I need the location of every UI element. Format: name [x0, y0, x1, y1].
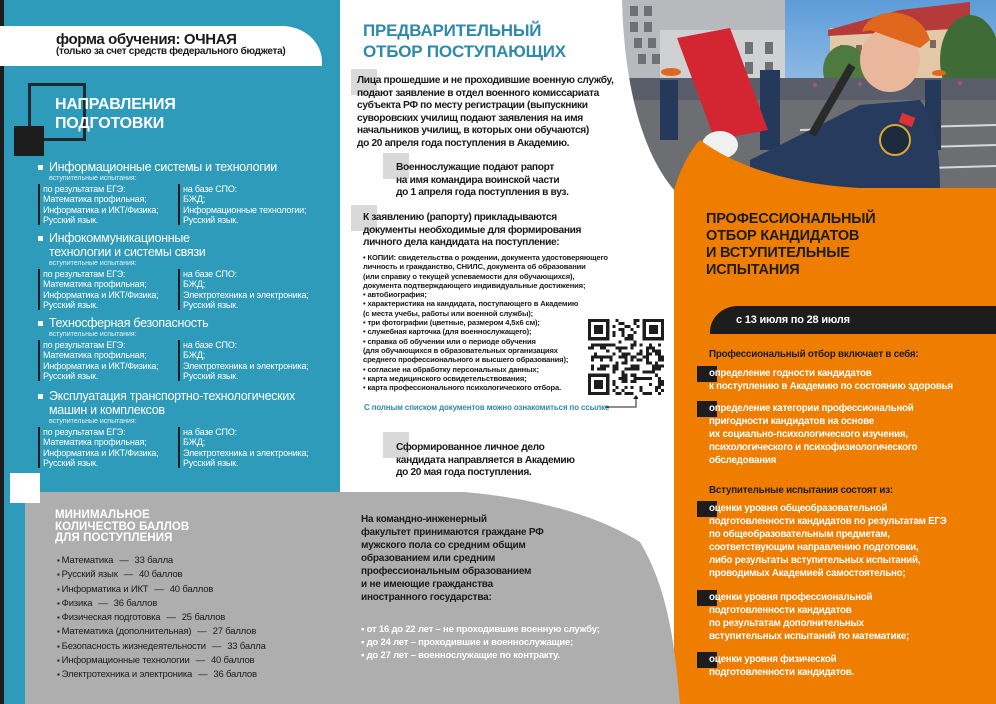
entrance-exam-item: [709, 591, 994, 643]
military-application-text: [396, 162, 569, 200]
spo-exams: [178, 269, 328, 310]
text-line: к поступлению в Академию по состоянию здоровья: [709, 381, 953, 392]
spo-exams: [178, 184, 328, 225]
document-line: (с места учебы, работы или военной службы);: [363, 308, 534, 318]
dash: —: [123, 569, 133, 581]
text-line: до 20 мая года поступления.: [396, 467, 532, 478]
document-line: (или справку о текущей успеваемости для обучающихся),: [363, 271, 575, 281]
text-line: по общеобразовательным предметам,: [709, 529, 890, 540]
text-line: начальников училищ, в которых они обучаются): [357, 125, 589, 136]
text-line: личного дела кандидата на поступление:: [363, 237, 560, 248]
text-line: по результатам дополнительных: [709, 618, 864, 629]
exam-line: Русский язык.: [43, 370, 99, 381]
text-line: оценки уровня физической: [709, 654, 837, 665]
qr-code[interactable]: [588, 319, 664, 395]
ege-exams: [38, 427, 178, 468]
document-line: (для обучающихся в образовательных организациях: [363, 345, 558, 355]
program-title-line2: машин и комплексов: [49, 403, 165, 417]
subject-name: Электротехника и электроника: [61, 669, 193, 681]
exam-line: БЖД;: [183, 279, 206, 290]
subject-name: Информационные технологии: [61, 655, 190, 667]
exam-line: Русский язык.: [183, 457, 239, 468]
eligibility-text: [361, 513, 544, 604]
professional-selection-heading: Профессиональный отбор включает в себя:: [709, 349, 919, 360]
exam-line: Русский язык.: [43, 214, 99, 225]
exam-line: Русский язык.: [183, 299, 239, 310]
min-scores-title-line: КОЛИЧЕСТВО БАЛЛОВ: [55, 520, 190, 533]
program-item: [38, 389, 338, 468]
directions-title: [55, 95, 176, 133]
dash: —: [154, 583, 164, 595]
text-line: На командно-инженерный: [361, 514, 487, 525]
min-score-item: [57, 554, 266, 568]
program-item: [38, 160, 338, 225]
min-scores-title-line: ДЛЯ ПОСТУПЛЕНИЯ: [55, 532, 173, 544]
program-title: Техносферная безопасность: [38, 316, 338, 330]
exam-line: по результатам ЕГЭ:: [43, 340, 126, 350]
exam-line: Информатика и ИКТ/Физика;: [43, 204, 159, 215]
text-line: обследования: [709, 455, 777, 466]
spo-exams: [178, 427, 328, 468]
exam-line: Математика профильная;: [43, 350, 147, 361]
text-line: до 20 апреля года поступления в Академию.: [357, 137, 570, 149]
min-score-value: 40 баллов: [210, 655, 255, 667]
exam-line: Электротехника и электроника;: [183, 289, 309, 300]
min-score-value: 40 баллов: [138, 569, 183, 581]
age-limits-list: [361, 623, 600, 662]
text-line: субъекта РФ по месту регистрации (выпускники: [357, 100, 588, 111]
subject-name: Математика (дополнительная): [61, 626, 192, 638]
subject-name: Математика: [61, 555, 114, 566]
min-score-value: 25 баллов: [181, 612, 226, 624]
text-line: пригодности кандидатов на основе: [709, 416, 874, 427]
text-line: мужского пола со средним общим: [361, 540, 526, 551]
text-line: факультет принимаются граждане РФ: [361, 527, 544, 538]
min-score-item: [57, 568, 266, 582]
exam-line: по результатам ЕГЭ:: [43, 427, 126, 437]
text-line: Военнослужащие подают рапорт: [396, 162, 554, 173]
text-line: проводимых Академией самостоятельно;: [709, 568, 906, 579]
exams-label: вступительные испытания:: [49, 418, 137, 425]
study-form-subtitle: (только за счет средств федерального бюджета): [56, 46, 286, 57]
entrance-exams-heading: Вступительные испытания состоят из:: [709, 485, 893, 496]
age-limit-item: ▪ до 24 лет – проходившие и военнослужащие;: [361, 637, 574, 648]
subject-name: Физическая подготовка: [61, 612, 161, 624]
professional-selection-item: [709, 402, 994, 467]
min-scores-list: [57, 554, 266, 683]
dash: —: [198, 669, 208, 681]
selection-dates: с 13 июля по 28 июля: [736, 314, 850, 326]
exam-line: Русский язык.: [183, 214, 239, 225]
text-line: Лица прошедшие и не проходившие военную службу,: [357, 75, 614, 86]
arrow-up-icon: [605, 395, 638, 409]
dossier-deadline-text: [396, 442, 575, 480]
subject-name: Русский язык: [61, 569, 118, 581]
text-line: суворовских училищ подают заявления на имя: [357, 112, 583, 124]
text-line: ПРОФЕССИОНАЛЬНЫЙ: [706, 211, 876, 227]
documents-link-text[interactable]: С полным списком документов можно ознакомиться по ссылке: [364, 403, 610, 412]
professional-selection-title: [706, 211, 875, 279]
program-item: [38, 231, 338, 310]
program-title-line2: технологии и системы связи: [49, 245, 206, 259]
exam-line: Математика профильная;: [43, 437, 147, 448]
document-line: среднего профессионального и высшего образования);: [363, 355, 569, 365]
min-score-value: 40 баллов: [169, 583, 214, 595]
preselection-title-line: ОТБОР ПОСТУПАЮЩИХ: [363, 42, 566, 61]
text-line: определение годности кандидатов: [709, 368, 872, 379]
exam-line: Русский язык.: [43, 457, 99, 468]
entrance-exam-item: [709, 502, 994, 580]
exam-line: по результатам ЕГЭ:: [43, 184, 126, 194]
exam-line: Информатика и ИКТ/Физика;: [43, 289, 159, 300]
min-score-item: [57, 625, 266, 639]
program-title: Информационные системы и технологии: [38, 160, 338, 174]
program-title: Инфокоммуникационные: [38, 231, 338, 245]
exam-line: по результатам ЕГЭ:: [43, 269, 126, 279]
exams-label: вступительные испытания:: [49, 260, 137, 267]
entrance-exam-item: [709, 653, 994, 679]
text-line: И ВСТУПИТЕЛЬНЫЕ: [706, 245, 850, 261]
min-score-item: [57, 654, 266, 668]
document-line: • справка об обучении или о периоде обучения: [363, 336, 536, 346]
min-score-item: [57, 668, 266, 682]
left-edge-divider: [0, 0, 4, 704]
dash: —: [119, 555, 129, 566]
exam-line: Электротехника и электроника;: [183, 360, 309, 371]
decorative-square: [14, 126, 44, 156]
text-line: психологического и психофизиологического: [709, 442, 918, 453]
min-score-item: [57, 583, 266, 597]
document-line: • служебная карточка (для военнослужащего);: [363, 327, 532, 337]
text-line: их социально-психологического изучения,: [709, 429, 908, 440]
text-line: К заявлению (рапорту) прикладываются: [363, 212, 557, 223]
exam-line: БЖД;: [183, 437, 206, 448]
spo-exams: [178, 340, 328, 381]
exam-line: БЖД;: [183, 194, 206, 205]
text-line: образованием или средним: [361, 553, 496, 564]
documents-intro-text: [363, 212, 581, 250]
text-line: ИСПЫТАНИЯ: [706, 262, 800, 278]
preselection-title: [363, 20, 566, 62]
min-scores-title-line: МИНИМАЛЬНОЕ: [55, 509, 150, 521]
exam-line: Русский язык.: [183, 370, 239, 381]
text-line: документы необходимые для формирования: [363, 224, 582, 236]
text-line: соответствующим направлению подготовки,: [709, 542, 919, 553]
document-line: • характеристика на кандидата, поступающего в Академию: [363, 299, 579, 309]
exam-line: Электротехника и электроника;: [183, 447, 309, 458]
dash: —: [166, 612, 176, 624]
document-line: • три фотографии (цветные, размером 4,5х6 см);: [363, 318, 540, 328]
document-line: личность и гражданство, СНИЛС, документа об образовании: [363, 262, 586, 272]
document-line: • КОПИИ: свидетельства о рождении, документа удостоверяющего: [363, 253, 608, 262]
document-line: • согласие на обработку персональных данных;: [363, 364, 539, 374]
text-line: профессиональным образованием: [361, 566, 532, 577]
dash: —: [211, 640, 222, 652]
exam-line: Математика профильная;: [43, 194, 147, 205]
document-line: • карта медицинского освидетельствования;: [363, 373, 527, 383]
dash: —: [197, 626, 207, 638]
exams-label: вступительные испытания:: [49, 175, 137, 182]
text-line: ОТБОР КАНДИДАТОВ: [706, 228, 860, 244]
exam-line: на базе СПО:: [183, 269, 237, 279]
civilian-application-text: [357, 75, 614, 150]
age-limit-item: ▪ от 16 до 22 лет – не проходившие военную службу;: [361, 624, 600, 635]
text-line: подготовленности кандидатов: [709, 605, 852, 616]
ege-exams: [38, 340, 178, 381]
min-score-value: 36 баллов: [113, 597, 158, 609]
document-line: документа подтверждающего индивидуальные достижения;: [363, 280, 586, 290]
directions-title-line: НАПРАВЛЕНИЯ: [55, 96, 176, 113]
subject-name: Физика: [61, 597, 93, 609]
subject-name: Информатика и ИКТ: [61, 583, 149, 595]
professional-selection-item: [709, 367, 994, 393]
program-title: Эксплуатация транспортно-технологических: [38, 389, 338, 403]
exam-line: Математика профильная;: [43, 279, 147, 290]
ege-exams: [38, 269, 178, 310]
text-line: оценки уровня профессиональной: [709, 592, 873, 603]
document-line: • карта профессионального психологического отбора.: [363, 383, 562, 393]
text-line: подают заявление в отдел военного комиссариата: [357, 87, 599, 99]
ege-exams: [38, 184, 178, 225]
min-score-value: 27 баллов: [212, 626, 257, 638]
program-item: [38, 316, 338, 381]
documents-list: [363, 253, 613, 392]
document-line: • автобиография;: [363, 290, 427, 300]
text-line: подготовленности кандидатов.: [709, 667, 855, 678]
exam-line: БЖД;: [183, 350, 206, 361]
preselection-title-line: ПРЕДВАРИТЕЛЬНЫЙ: [363, 21, 542, 40]
exam-line: Информатика и ИКТ/Физика;: [43, 360, 159, 371]
subject-name: Безопасность жизнедеятельности: [61, 640, 206, 652]
text-line: кандидата направляется в Академию: [396, 454, 575, 466]
min-score-item: [57, 611, 266, 625]
min-score-value: 33 балла: [227, 640, 266, 652]
min-score-item: [57, 597, 266, 611]
text-line: вступительных испытаний по математике;: [709, 631, 910, 642]
exam-line: на базе СПО:: [183, 427, 237, 437]
decorative-white-square: [10, 473, 40, 503]
text-line: Сформированное личное дело: [396, 442, 545, 453]
text-line: определение категории профессиональной: [709, 403, 914, 414]
text-line: либо результаты вступительных испытаний,: [709, 555, 921, 566]
exam-line: Русский язык.: [43, 299, 99, 310]
text-line: и не имеющие гражданства: [361, 579, 493, 590]
directions-title-line: ПОДГОТОВКИ: [55, 115, 165, 132]
min-score-value: 33 балла: [134, 555, 174, 566]
exam-line: на базе СПО:: [183, 184, 237, 194]
dash: —: [195, 655, 205, 667]
age-limit-item: ▪ до 27 лет – военнослужащие по контракту.: [361, 650, 560, 661]
exam-line: Информационные технологии;: [183, 204, 307, 215]
exam-line: на базе СПО:: [183, 340, 237, 350]
min-score-item: [57, 640, 266, 654]
text-line: оценки уровня общеобразовательной: [709, 503, 888, 514]
dash: —: [98, 597, 108, 609]
text-line: подготовленности кандидатов по результатам ЕГЭ: [709, 516, 947, 527]
text-line: иностранного государства:: [361, 592, 492, 603]
min-scores-title: [55, 510, 189, 545]
exams-label: вступительные испытания:: [49, 331, 137, 338]
exam-line: Информатика и ИКТ/Физика;: [43, 447, 159, 458]
min-score-value: 36 баллов: [213, 669, 257, 681]
text-line: на имя командира воинской части: [396, 174, 560, 186]
text-line: до 1 апреля года поступления в вуз.: [396, 187, 569, 198]
study-form-title: форма обучения: ОЧНАЯ: [56, 31, 237, 48]
